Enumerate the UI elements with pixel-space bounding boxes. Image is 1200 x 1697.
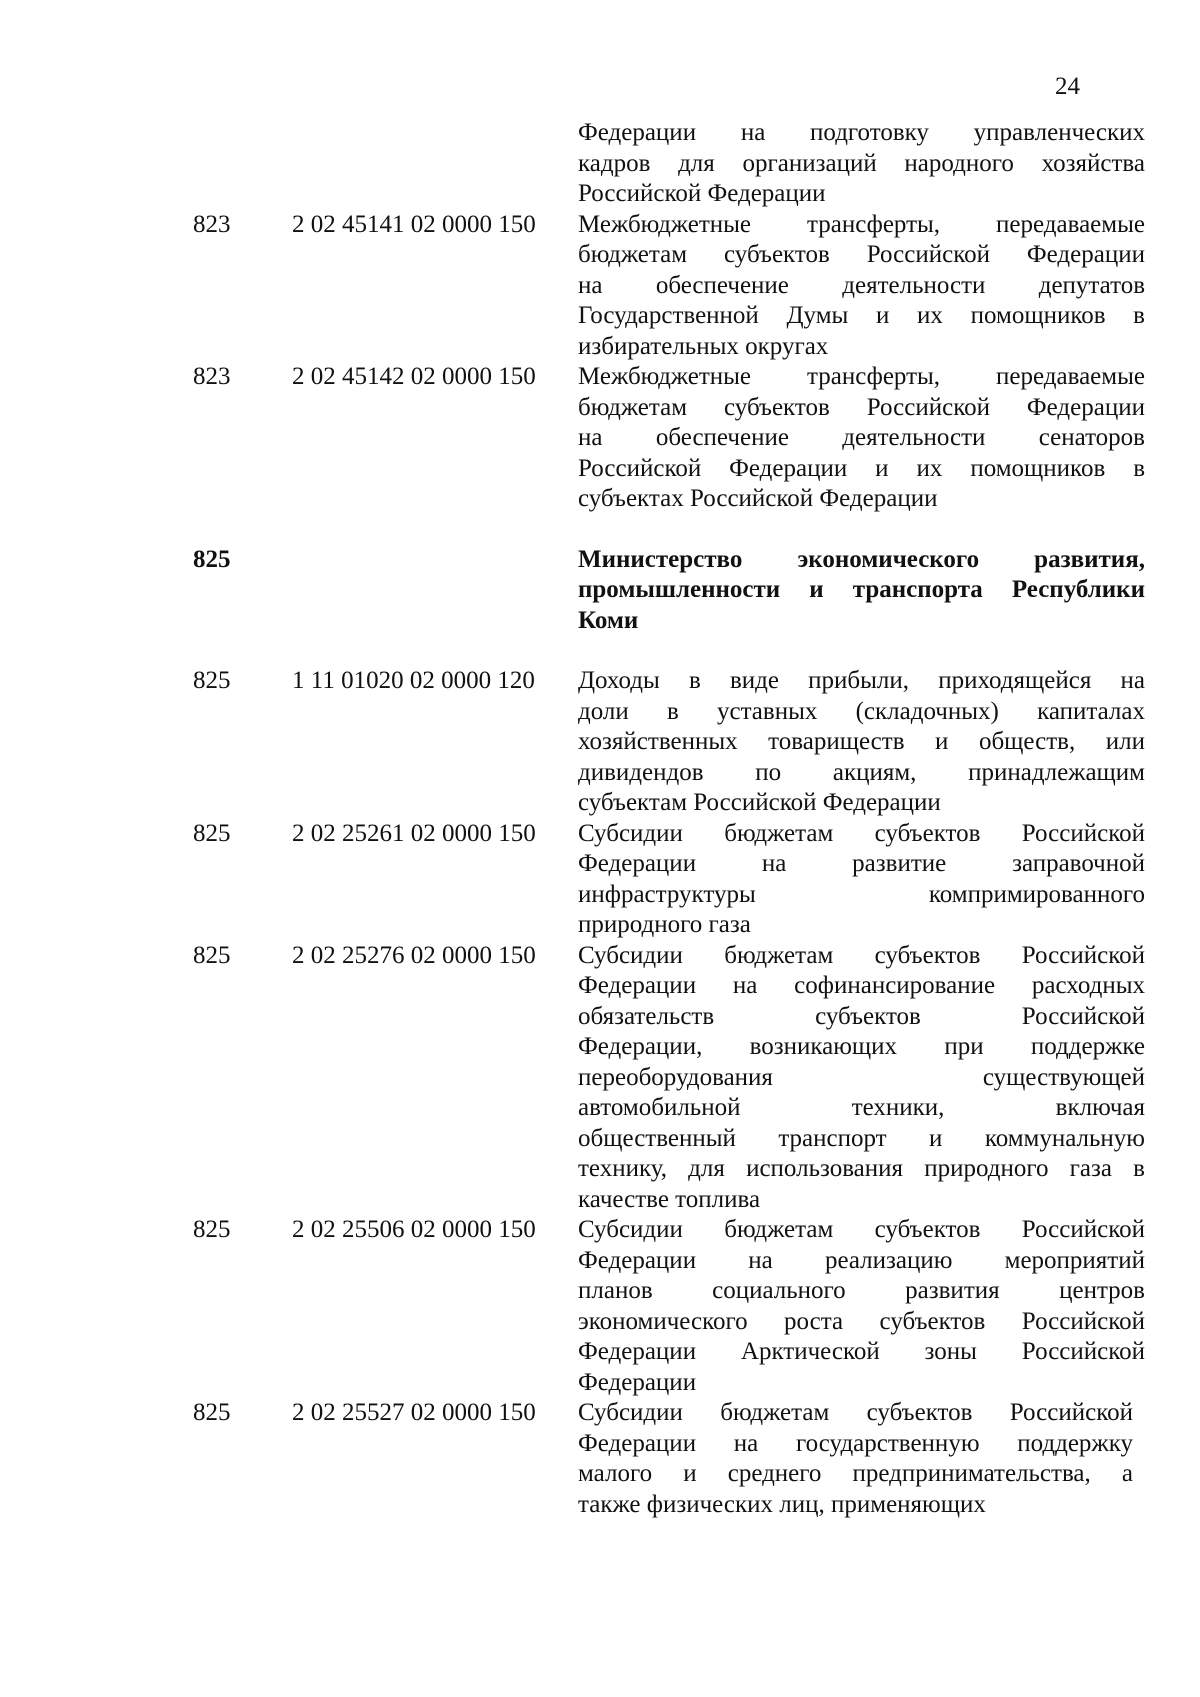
revenue-description: [578, 941, 1145, 1216]
description-line: планов социального развития центров: [578, 1277, 1145, 1304]
description-line: бюджетам субъектов Российской Федерации: [578, 241, 1145, 268]
description-line: избирательных округах: [578, 332, 829, 360]
description-line: Межбюджетные трансферты, передаваемые: [578, 210, 1145, 238]
description-line: Федерации: [578, 1368, 697, 1396]
revenue-description: [578, 210, 1145, 363]
description-line: Федерации Арктической зоны Российской: [578, 1338, 1145, 1365]
revenue-code: 2 02 45141 02 0000 150: [292, 210, 536, 238]
admin-code: 825: [193, 1399, 231, 1426]
table-row: [0, 1215, 1200, 1398]
admin-code: 825: [193, 667, 231, 694]
description-line: общественный транспорт и коммунальную: [578, 1124, 1145, 1152]
description-line: кадров для организаций народного хозяйства: [578, 149, 1145, 177]
revenue-code: 2 02 25506 02 0000 150: [292, 1216, 536, 1243]
description-line: дивидендов по акциям, принадлежащим: [578, 758, 1145, 786]
description-line: Доходы в виде прибыли, приходящейся на: [578, 667, 1145, 694]
description-line: Субсидии бюджетам субъектов Российской: [578, 941, 1145, 969]
description-line: Российской Федерации и их помощников в: [578, 454, 1145, 482]
description-line: также физических лиц, применяющих: [578, 1490, 986, 1518]
description-line: Федерации на софинансирование расходных: [578, 972, 1145, 999]
description-line: Коми: [578, 606, 639, 634]
admin-code: 825: [193, 545, 231, 573]
description-line: Межбюджетные трансферты, передаваемые: [578, 363, 1145, 390]
department-name: [578, 545, 1145, 637]
description-line: на обеспечение деятельности депутатов: [578, 271, 1145, 299]
revenue-code: 2 02 25276 02 0000 150: [292, 941, 536, 969]
description-line: малого и среднего предпринимательства, а: [578, 1460, 1133, 1487]
description-line: переоборудования существующей: [578, 1063, 1145, 1091]
revenue-description: [578, 1398, 1133, 1520]
revenue-code: 2 02 25527 02 0000 150: [292, 1399, 536, 1426]
table-row: [0, 666, 1200, 819]
description-line: промышленности и транспорта Республики: [578, 576, 1145, 603]
admin-code: 825: [193, 941, 231, 969]
description-line: субъектах Российской Федерации: [578, 485, 938, 512]
description-line: Российской Федерации: [578, 180, 826, 207]
description-line: субъектам Российской Федерации: [578, 789, 941, 816]
description-line: Министерство экономического развития,: [578, 545, 1145, 573]
description-line: Федерации на государственную поддержку: [578, 1429, 1133, 1457]
description-line: Федерации на реализацию мероприятий: [578, 1246, 1145, 1274]
admin-code: 825: [193, 1216, 231, 1243]
description-line: Субсидии бюджетам субъектов Российской: [578, 1399, 1133, 1426]
description-line: качестве топлива: [578, 1185, 761, 1213]
admin-code: 825: [193, 819, 231, 847]
table-row: [0, 941, 1200, 1216]
revenue-code: 2 02 45142 02 0000 150: [292, 363, 536, 390]
description-line: бюджетам субъектов Российской Федерации: [578, 393, 1145, 421]
description-line: автомобильной техники, включая: [578, 1094, 1145, 1121]
revenue-description: [578, 118, 1145, 210]
table-row: [0, 118, 1200, 210]
admin-code: 823: [193, 363, 231, 390]
description-line: природного газа: [578, 911, 751, 938]
revenue-codes-table: [0, 118, 1200, 1520]
description-line: Государственной Думы и их помощников в: [578, 302, 1145, 329]
revenue-code: 2 02 25261 02 0000 150: [292, 819, 536, 847]
description-line: Федерации, возникающих при поддержке: [578, 1033, 1145, 1060]
description-line: обязательств субъектов Российской: [578, 1002, 1145, 1030]
description-line: Субсидии бюджетам субъектов Российской: [578, 819, 1145, 847]
description-line: доли в уставных (складочных) капиталах: [578, 697, 1145, 725]
description-line: хозяйственных товариществ и обществ, или: [578, 728, 1145, 755]
revenue-code: 1 11 01020 02 0000 120: [292, 667, 535, 694]
description-line: на обеспечение деятельности сенаторов: [578, 424, 1145, 451]
page-number: 24: [1055, 73, 1080, 100]
description-line: Федерации на развитие заправочной: [578, 850, 1145, 877]
admin-code: 823: [193, 210, 231, 238]
revenue-description: [578, 819, 1145, 941]
description-line: технику, для использования природного газа в: [578, 1155, 1145, 1182]
description-line: Федерации на подготовку управленческих: [578, 119, 1145, 146]
revenue-description: [578, 1215, 1145, 1398]
description-line: экономического роста субъектов Российской: [578, 1307, 1145, 1335]
table-row: [0, 362, 1200, 515]
section-heading-row: [0, 545, 1200, 637]
table-row: [0, 1398, 1200, 1520]
description-line: инфраструктуры компримированного: [578, 880, 1145, 908]
description-line: Субсидии бюджетам субъектов Российской: [578, 1216, 1145, 1243]
revenue-description: [578, 666, 1145, 819]
revenue-description: [578, 362, 1145, 515]
table-row: [0, 210, 1200, 363]
table-row: [0, 819, 1200, 941]
